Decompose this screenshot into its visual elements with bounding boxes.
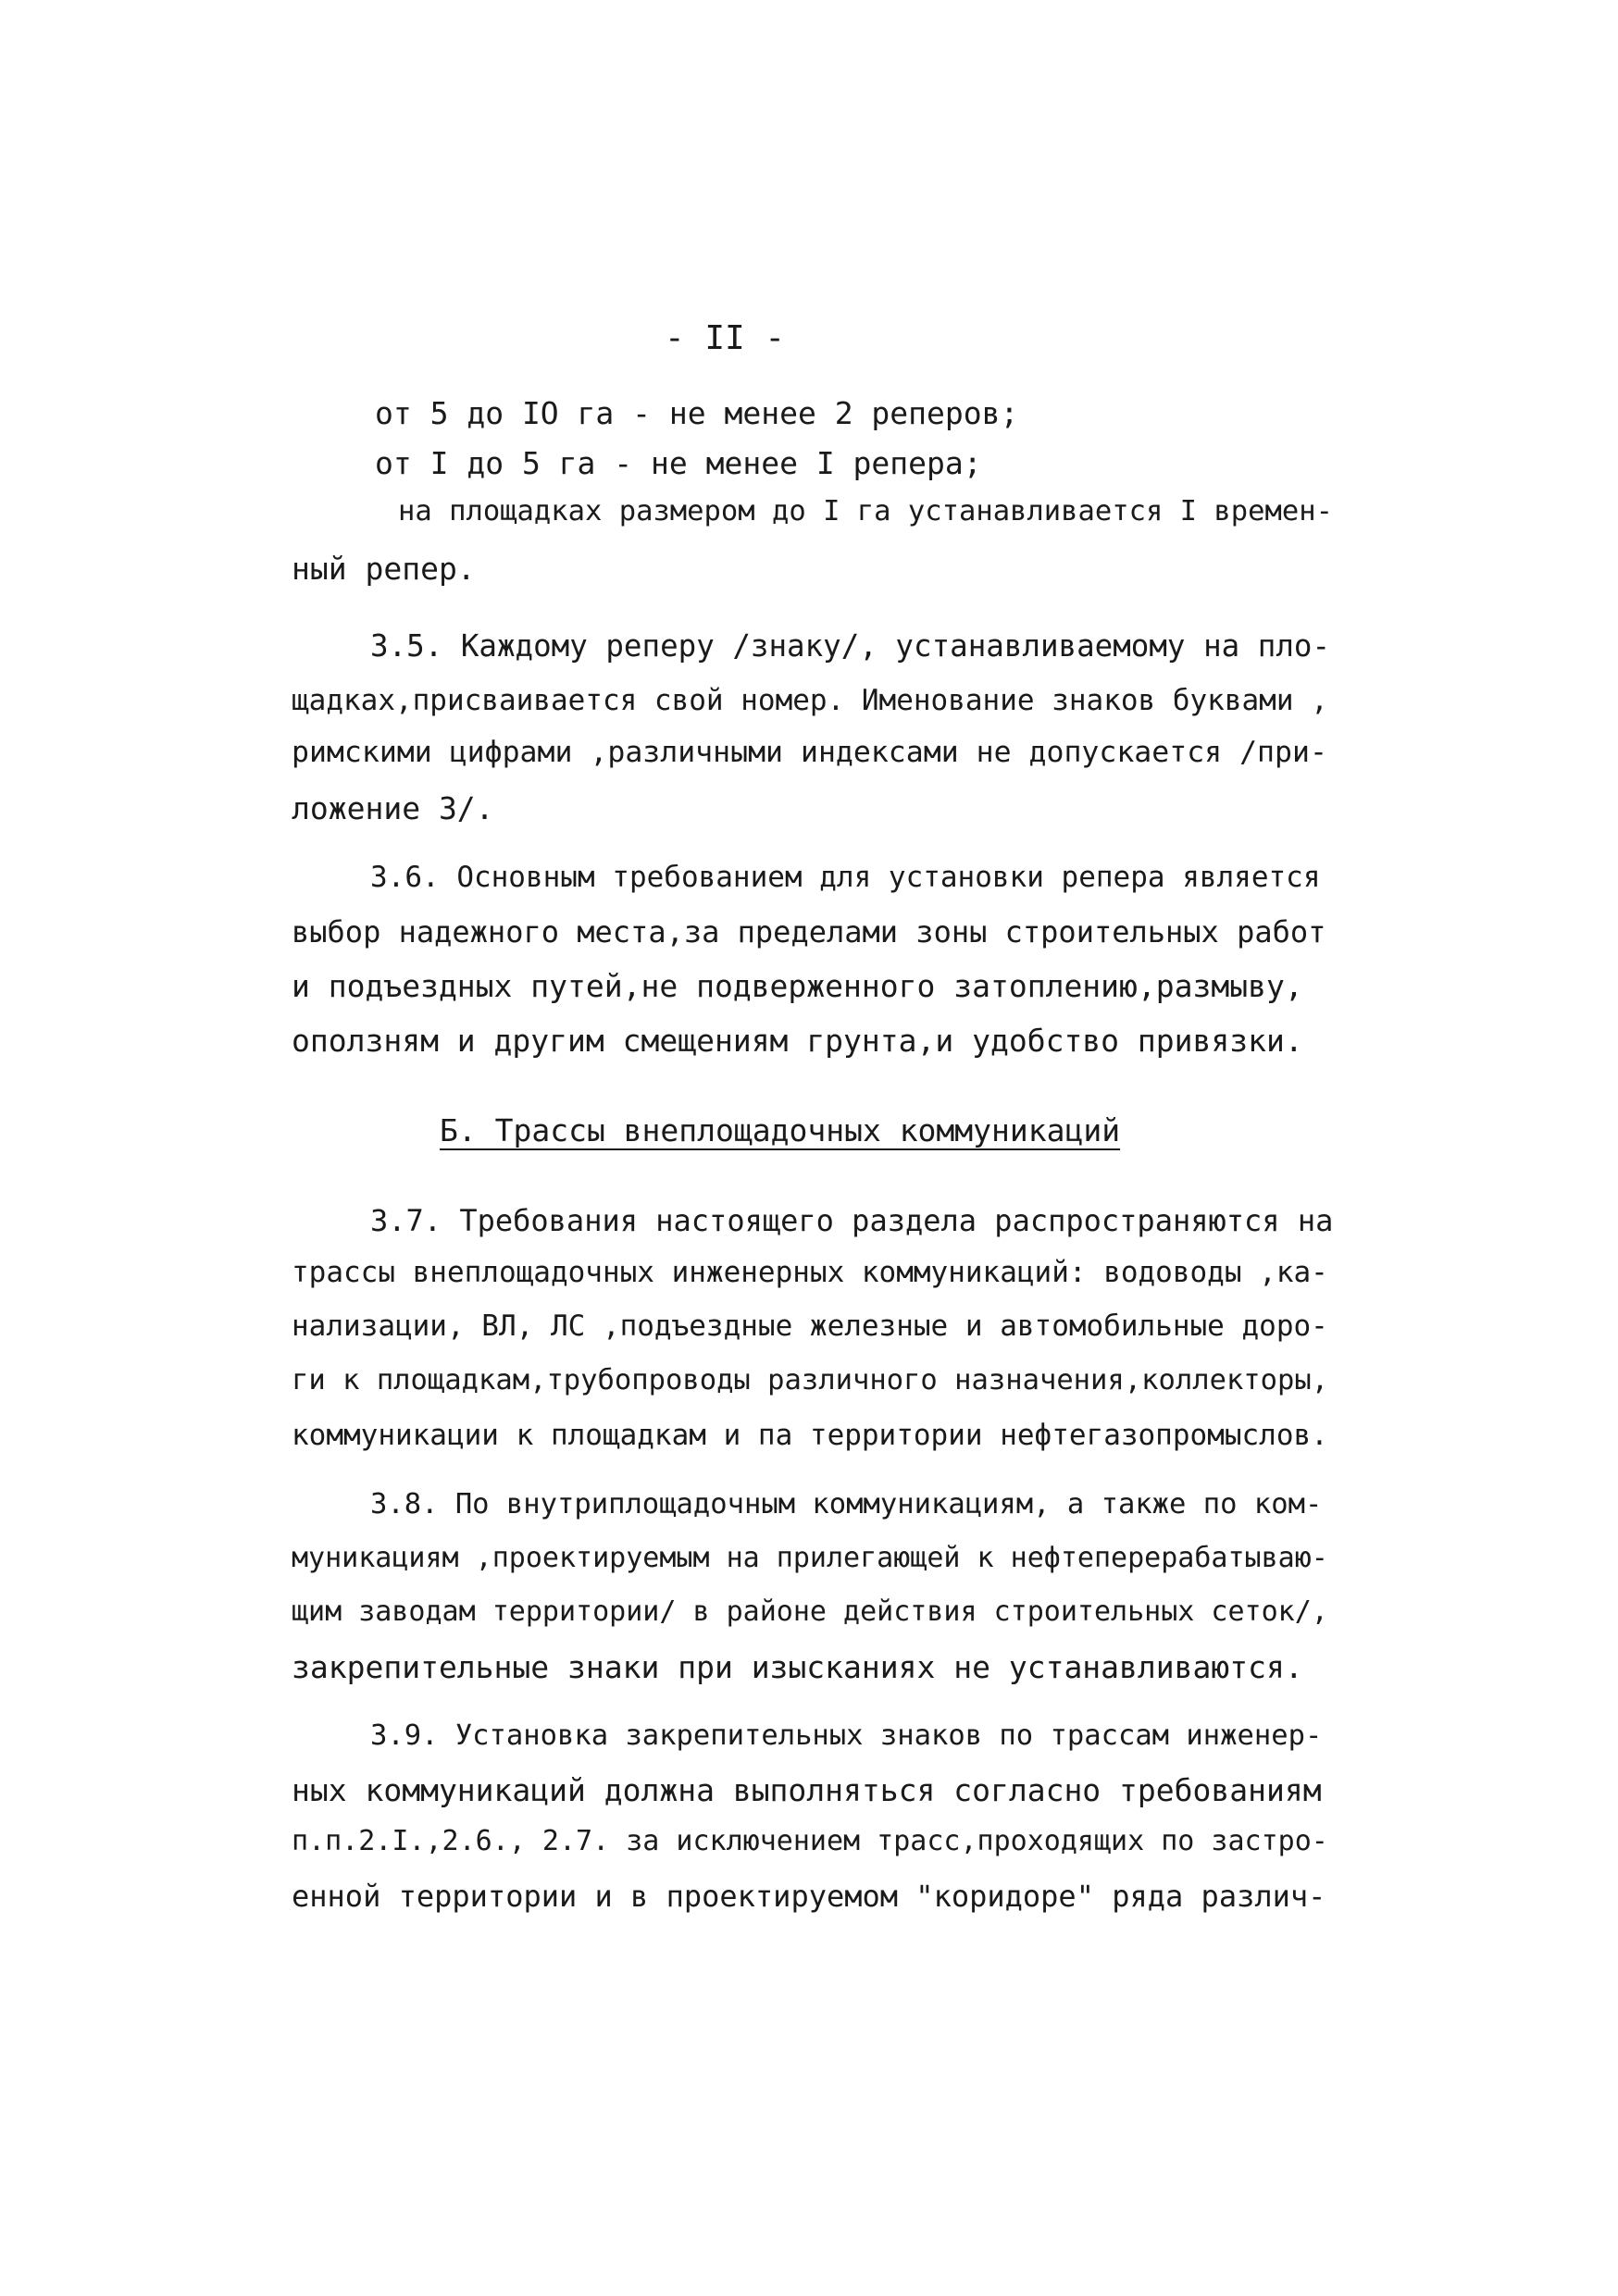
text-line: 3.6. Основным требованием для установки репера является <box>370 861 1321 894</box>
text-line: закрепительные знаки при изысканиях не устанавливаются. <box>292 1649 1303 1685</box>
text-line: щадках,присваивается свой номер. Именование знаков буквами , <box>292 684 1328 717</box>
text-line: нализации, ВЛ, ЛС ,подъездные железные и автомобильные доро- <box>292 1309 1328 1343</box>
text-line: от 5 до IO га - не менее 2 реперов; <box>375 395 1019 431</box>
text-line: римскими цифрами ,различными индексами не допускается /при- <box>292 736 1327 769</box>
text-line: выбор надежного места,за пределами зоны строительных работ <box>292 914 1326 949</box>
text-line: оползням и другим смещениям грунта,и удобство привязки. <box>292 1023 1303 1059</box>
text-line: ных коммуникаций должна выполняться согласно требованиям <box>292 1772 1322 1808</box>
text-line: енной территории и в проектируемом "коридоре" ряда различ- <box>292 1879 1326 1914</box>
text-line: 3.8. По внутриплощадочным коммуникациям, а также по ком- <box>370 1488 1323 1520</box>
text-line: 3.7. Требования настоящего раздела распространяются на <box>370 1203 1334 1238</box>
text-line: трассы внеплощадочных инженерных коммуникаций: водоводы ,ка- <box>292 1256 1328 1289</box>
text-line: ги к площадкам,трубопроводы различного назначения,коллекторы, <box>292 1364 1329 1396</box>
text-line: на площадках размером до I га устанавливается I времен- <box>398 495 1333 527</box>
text-line: ный репер. <box>292 551 476 587</box>
text-line: коммуникации к площадкам и па территории нефтегазопромыслов. <box>292 1419 1328 1452</box>
text-line: щим заводам территории/ в районе действия строительных сеток/, <box>292 1595 1328 1628</box>
text-line: 3.5. Каждому реперу /знаку/, устанавливаемому на пло- <box>370 628 1331 664</box>
page-number: - II - <box>665 319 786 357</box>
text-line: 3.9. Установка закрепительных знаков по трассам инженер- <box>370 1719 1323 1752</box>
text-line: п.п.2.I.,2.6., 2.7. за исключением трасс,проходящих по застро- <box>292 1825 1328 1857</box>
text-line: и подъездных путей,не подверженного затоплению,размыву, <box>292 968 1303 1004</box>
section-heading: Б. Трассы внеплощадочных коммуникаций <box>440 1112 1121 1148</box>
text-line: от I до 5 га - не менее I репера; <box>375 445 982 481</box>
text-line: ложение 3/. <box>292 790 494 826</box>
text-line: муникациям ,проектируемым на прилегающей к нефтеперерабатываю- <box>292 1542 1328 1574</box>
